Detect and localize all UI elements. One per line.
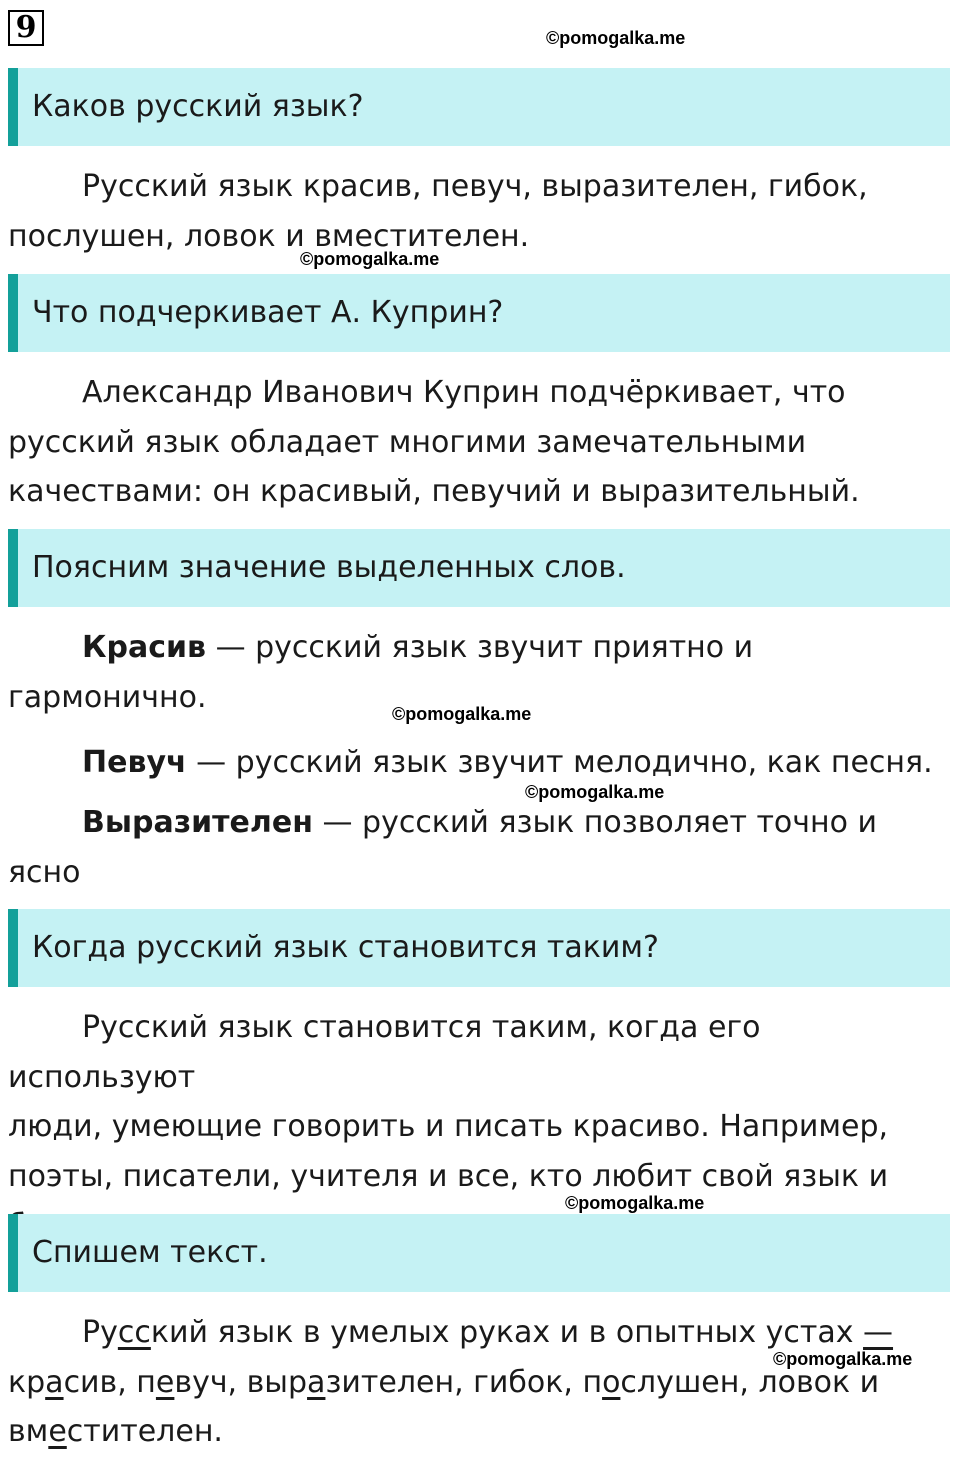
text-line: красив, певуч, выразителен, гибок, послушен, ловок и	[8, 1364, 880, 1400]
text-line: Русский язык красив, певуч, выразителен, гибок,	[82, 169, 868, 204]
orthogram: а	[307, 1364, 326, 1400]
question-heading: Поясним значение выделенных слов.	[8, 529, 950, 607]
text-line: русский язык обладает многими замечательными	[8, 424, 807, 460]
orthogram: е	[48, 1414, 67, 1449]
text-line: вместителен.	[8, 1414, 223, 1449]
text-line: Певуч — русский язык звучит мелодично, как песня.	[82, 745, 933, 780]
text-line: Александр Иванович Куприн подчёркивает, что	[82, 375, 846, 410]
watermark: ©pomogalka.me	[546, 28, 686, 48]
text-line: поэты, писатели, учителя и все, кто любит свой язык и	[8, 1158, 889, 1194]
orthogram: е	[155, 1364, 175, 1400]
text-line: Русский язык становится таким, когда его используют	[8, 1010, 761, 1095]
answer-paragraph	[8, 368, 953, 517]
task-number-box: 9	[8, 10, 44, 46]
watermark: ©pomogalka.me	[773, 1349, 913, 1369]
question-heading: Спишем текст.	[8, 1214, 950, 1292]
watermark: ©pomogalka.me	[565, 1193, 705, 1213]
text-line: гармонично.	[8, 679, 207, 715]
term: Певуч	[82, 745, 187, 780]
watermark: ©pomogalka.me	[525, 782, 665, 802]
definition-paragraph	[8, 738, 953, 788]
term: Красив	[82, 630, 207, 665]
text-line: качествами: он красивый, певучий и выразительный.	[8, 474, 860, 509]
question-heading: Каков русский язык?	[8, 68, 950, 146]
question-heading: Когда русский язык становится таким?	[8, 909, 950, 987]
text-line: Выразителен — русский язык позволяет точно и ясно	[8, 805, 878, 890]
orthogram: о	[602, 1364, 621, 1400]
orthogram: а	[45, 1364, 64, 1400]
orthogram: сс	[117, 1315, 151, 1350]
answer-paragraph	[8, 162, 953, 261]
text-line: Русский язык в умелых руках и в опытных устах —	[82, 1315, 894, 1350]
text-line: Красив — русский язык звучит приятно и	[82, 630, 754, 665]
text-line: послушен, ловок и вместителен.	[8, 218, 530, 254]
term: Выразителен	[82, 805, 313, 840]
question-heading: Что подчеркивает А. Куприн?	[8, 274, 950, 352]
watermark: ©pomogalka.me	[392, 704, 532, 724]
text-line: люди, умеющие говорить и писать красиво. Например,	[8, 1109, 889, 1144]
orthogram: —	[863, 1315, 894, 1350]
watermark: ©pomogalka.me	[300, 249, 440, 269]
copied-text-paragraph	[8, 1308, 953, 1457]
